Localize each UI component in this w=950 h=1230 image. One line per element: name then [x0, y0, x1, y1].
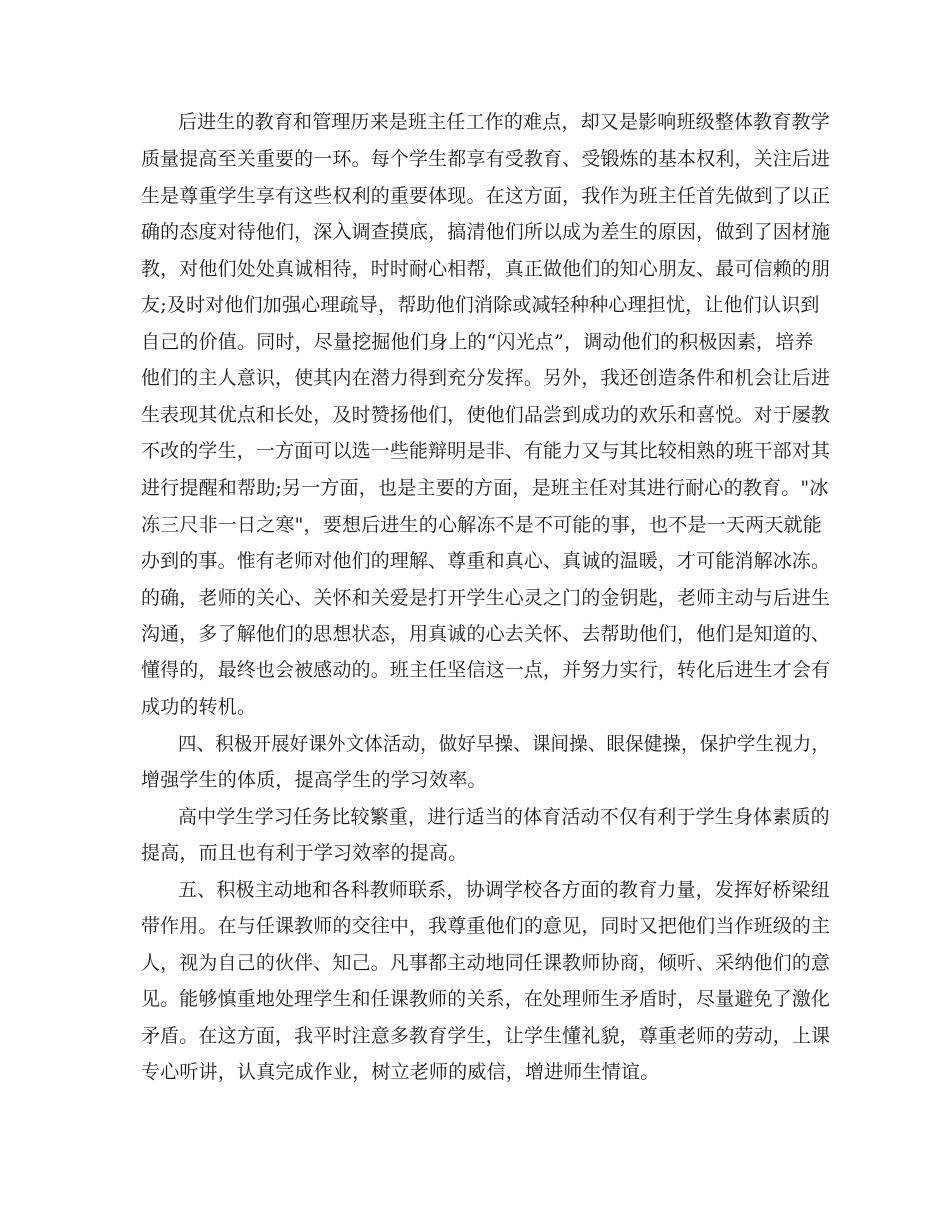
text-line: 增强学生的体质，提高学生的学习效率。	[141, 769, 487, 791]
text-line: 沟通，多了解他们的思想状态，用真诚的心去关怀、去帮助他们，他们是知道的、	[141, 623, 831, 645]
text-line: 进行提醒和帮助;另一方面，也是主要的方面，是班主任对其进行耐心的教育。"冰	[141, 477, 829, 499]
text-line: 办到的事。惟有老师对他们的理解、尊重和真心、真诚的温暖，才可能消解冰冻。	[141, 550, 831, 572]
text-line: 后进生的教育和管理历来是班主任工作的难点，却又是影响班级整体教育教学	[178, 111, 830, 133]
text-line: 成功的转机。	[141, 696, 257, 718]
text-line: 生表现其优点和长处，及时赞扬他们，使他们品尝到成功的欢乐和喜悦。对于屡教	[141, 404, 831, 426]
text-line: 友;及时对他们加强心理疏导，帮助他们消除或减轻种种心理担忧，让他们认识到	[141, 294, 820, 316]
text-line: 带作用。在与任课教师的交往中，我尊重他们的意见，同时又把他们当作班级的主	[141, 915, 831, 937]
text-line: 不改的学生，一方面可以选一些能辩明是非、有能力又与其比较相熟的班干部对其	[141, 440, 831, 462]
text-line: 他们的主人意识，使其内在潜力得到充分发挥。另外，我还创造条件和机会让后进	[141, 367, 831, 389]
text-line: 专心听讲，认真完成作业，树立老师的威信，增进师生情谊。	[141, 1061, 660, 1083]
text-line: 人，视为自己的伙伴、知己。凡事都主动地同任课教师协商，倾听、采纳他们的意	[141, 952, 831, 974]
text-line: 见。能够慎重地处理学生和任课教师的关系，在处理师生矛盾时，尽量避免了激化	[141, 988, 831, 1010]
text-line: 五、积极主动地和各科教师联系，协调学校各方面的教育力量，发挥好桥梁纽	[178, 879, 830, 901]
text-line: 确的态度对待他们，深入调查摸底，搞清他们所以成为差生的原因，做到了因材施	[141, 221, 831, 243]
text-line: 质量提高至关重要的一环。每个学生都享有受教育、受锻炼的基本权利，关注后进	[141, 148, 831, 170]
text-line: 懂得的，最终也会被感动的。班主任坚信这一点，并努力实行，转化后进生才会有	[141, 659, 831, 681]
text-line: 高中学生学习任务比较繁重，进行适当的体育活动不仅有利于学生身体素质的	[178, 806, 830, 828]
text-line: 的确，老师的关心、关怀和关爱是打开学生心灵之门的金钥匙，老师主动与后进生	[141, 587, 831, 609]
text-line: 教，对他们处处真诚相待，时时耐心相帮，真正做他们的知心朋友、最可信赖的朋	[141, 258, 831, 280]
text-line: 冻三尺非一日之寒"，要想后进生的心解冻不是不可能的事，也不是一天两天就能	[141, 514, 822, 536]
text-line: 自己的价值。同时，尽量挖掘他们身上的“闪光点”，调动他们的积极因素，培养	[141, 331, 814, 353]
text-line: 矛盾。在这方面，我平时注意多教育学生，让学生懂礼貌，尊重老师的劳动，上课	[141, 1025, 831, 1047]
text-line: 四、积极开展好课外文体活动，做好早操、课间操、眼保健操，保护学生视力，	[178, 733, 830, 755]
text-line: 提高，而且也有利于学习效率的提高。	[141, 842, 468, 864]
text-line: 生是尊重学生享有这些权利的重要体现。在这方面，我作为班主任首先做到了以正	[141, 185, 831, 207]
